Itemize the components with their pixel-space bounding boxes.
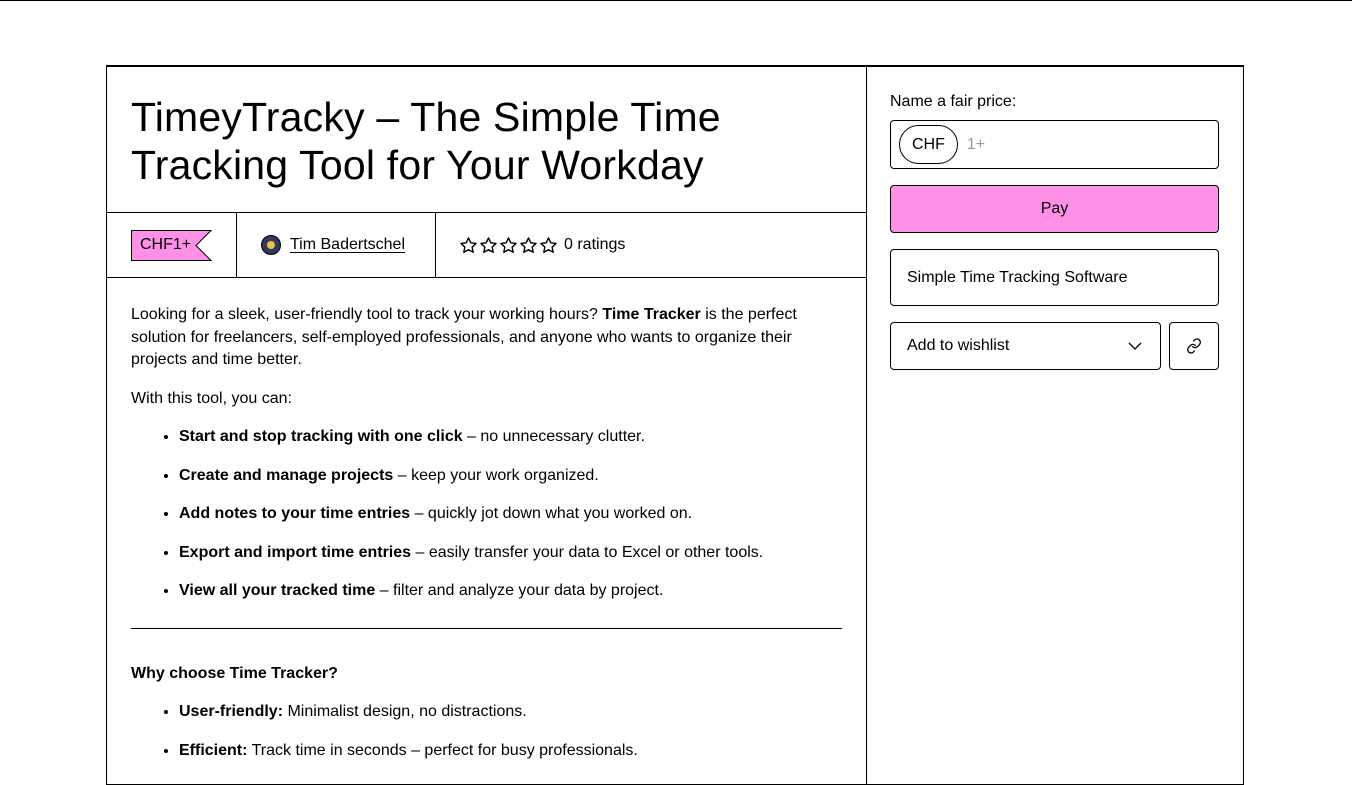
product-title: TimeyTracky – The Simple Time Tracking Tool for Your Workday bbox=[131, 94, 721, 188]
why-heading: Why choose Time Tracker? bbox=[131, 664, 338, 682]
star-outline-icon bbox=[539, 236, 558, 255]
list-item: • Export and import time entries – easily transfer your data to Excel or other tools. bbox=[179, 542, 842, 565]
wishlist-row bbox=[890, 322, 1219, 370]
product-details bbox=[107, 67, 867, 784]
currency-badge: CHF bbox=[899, 125, 958, 164]
author-cell bbox=[237, 213, 436, 277]
purchase-panel bbox=[866, 67, 1243, 784]
link-icon bbox=[1186, 338, 1202, 354]
intro-text-start: Looking for a sleek, user-friendly tool to track your working hours? bbox=[131, 306, 603, 323]
list-item: • Create and manage projects – keep your work organized. bbox=[179, 465, 842, 488]
intro-product-name: Time Tracker bbox=[602, 306, 701, 323]
list-item: • Add notes to your time entries – quickly jot down what you worked on. bbox=[179, 503, 842, 526]
wishlist-label: Add to wishlist bbox=[907, 337, 1010, 354]
author-link[interactable]: Tim Badertschel bbox=[290, 236, 405, 253]
price-cell bbox=[107, 213, 237, 277]
chevron-down-icon bbox=[1128, 339, 1142, 353]
features-lead: With this tool, you can: bbox=[131, 389, 292, 407]
reason-list bbox=[131, 701, 842, 762]
price-badge bbox=[131, 230, 191, 261]
feature-list bbox=[131, 426, 842, 603]
ratings-cell bbox=[436, 213, 866, 277]
list-item: • Efficient: Track time in seconds – perfect for busy professionals. bbox=[179, 740, 842, 763]
description-intro bbox=[131, 304, 842, 372]
title-section bbox=[107, 67, 866, 213]
star-outline-icon bbox=[479, 236, 498, 255]
product-option[interactable]: Simple Time Tracking Software bbox=[890, 249, 1219, 306]
star-outline-icon bbox=[499, 236, 518, 255]
price-field[interactable] bbox=[890, 120, 1219, 169]
list-item: • User-friendly: Minimalist design, no distractions. bbox=[179, 701, 842, 724]
list-item: • View all your tracked time – filter and analyze your data by project. bbox=[179, 580, 842, 603]
rating-stars bbox=[459, 236, 558, 255]
author-avatar bbox=[261, 235, 281, 255]
fair-price-label: Name a fair price: bbox=[890, 93, 1017, 110]
copy-link-button[interactable] bbox=[1169, 322, 1219, 370]
product-description bbox=[107, 278, 866, 762]
price-tag-label: CHF1+ bbox=[140, 236, 192, 253]
top-divider bbox=[0, 0, 1352, 1]
list-item: • Start and stop tracking with one click – no unnecessary clutter. bbox=[179, 426, 842, 449]
section-divider bbox=[131, 628, 842, 629]
intro-text-end: is the perfect solution for freelancers, self-employed professionals, and anyone who wants to organize their projects and time better. bbox=[131, 306, 797, 368]
star-outline-icon bbox=[459, 236, 478, 255]
pay-form bbox=[866, 67, 1243, 370]
price-amount-input[interactable] bbox=[965, 135, 1169, 155]
ratings-count: 0 ratings bbox=[564, 236, 626, 253]
add-to-wishlist-button[interactable] bbox=[890, 322, 1161, 370]
pay-button[interactable]: Pay bbox=[890, 185, 1219, 233]
product-card bbox=[106, 65, 1244, 785]
star-outline-icon bbox=[519, 236, 538, 255]
product-meta bbox=[107, 213, 866, 278]
